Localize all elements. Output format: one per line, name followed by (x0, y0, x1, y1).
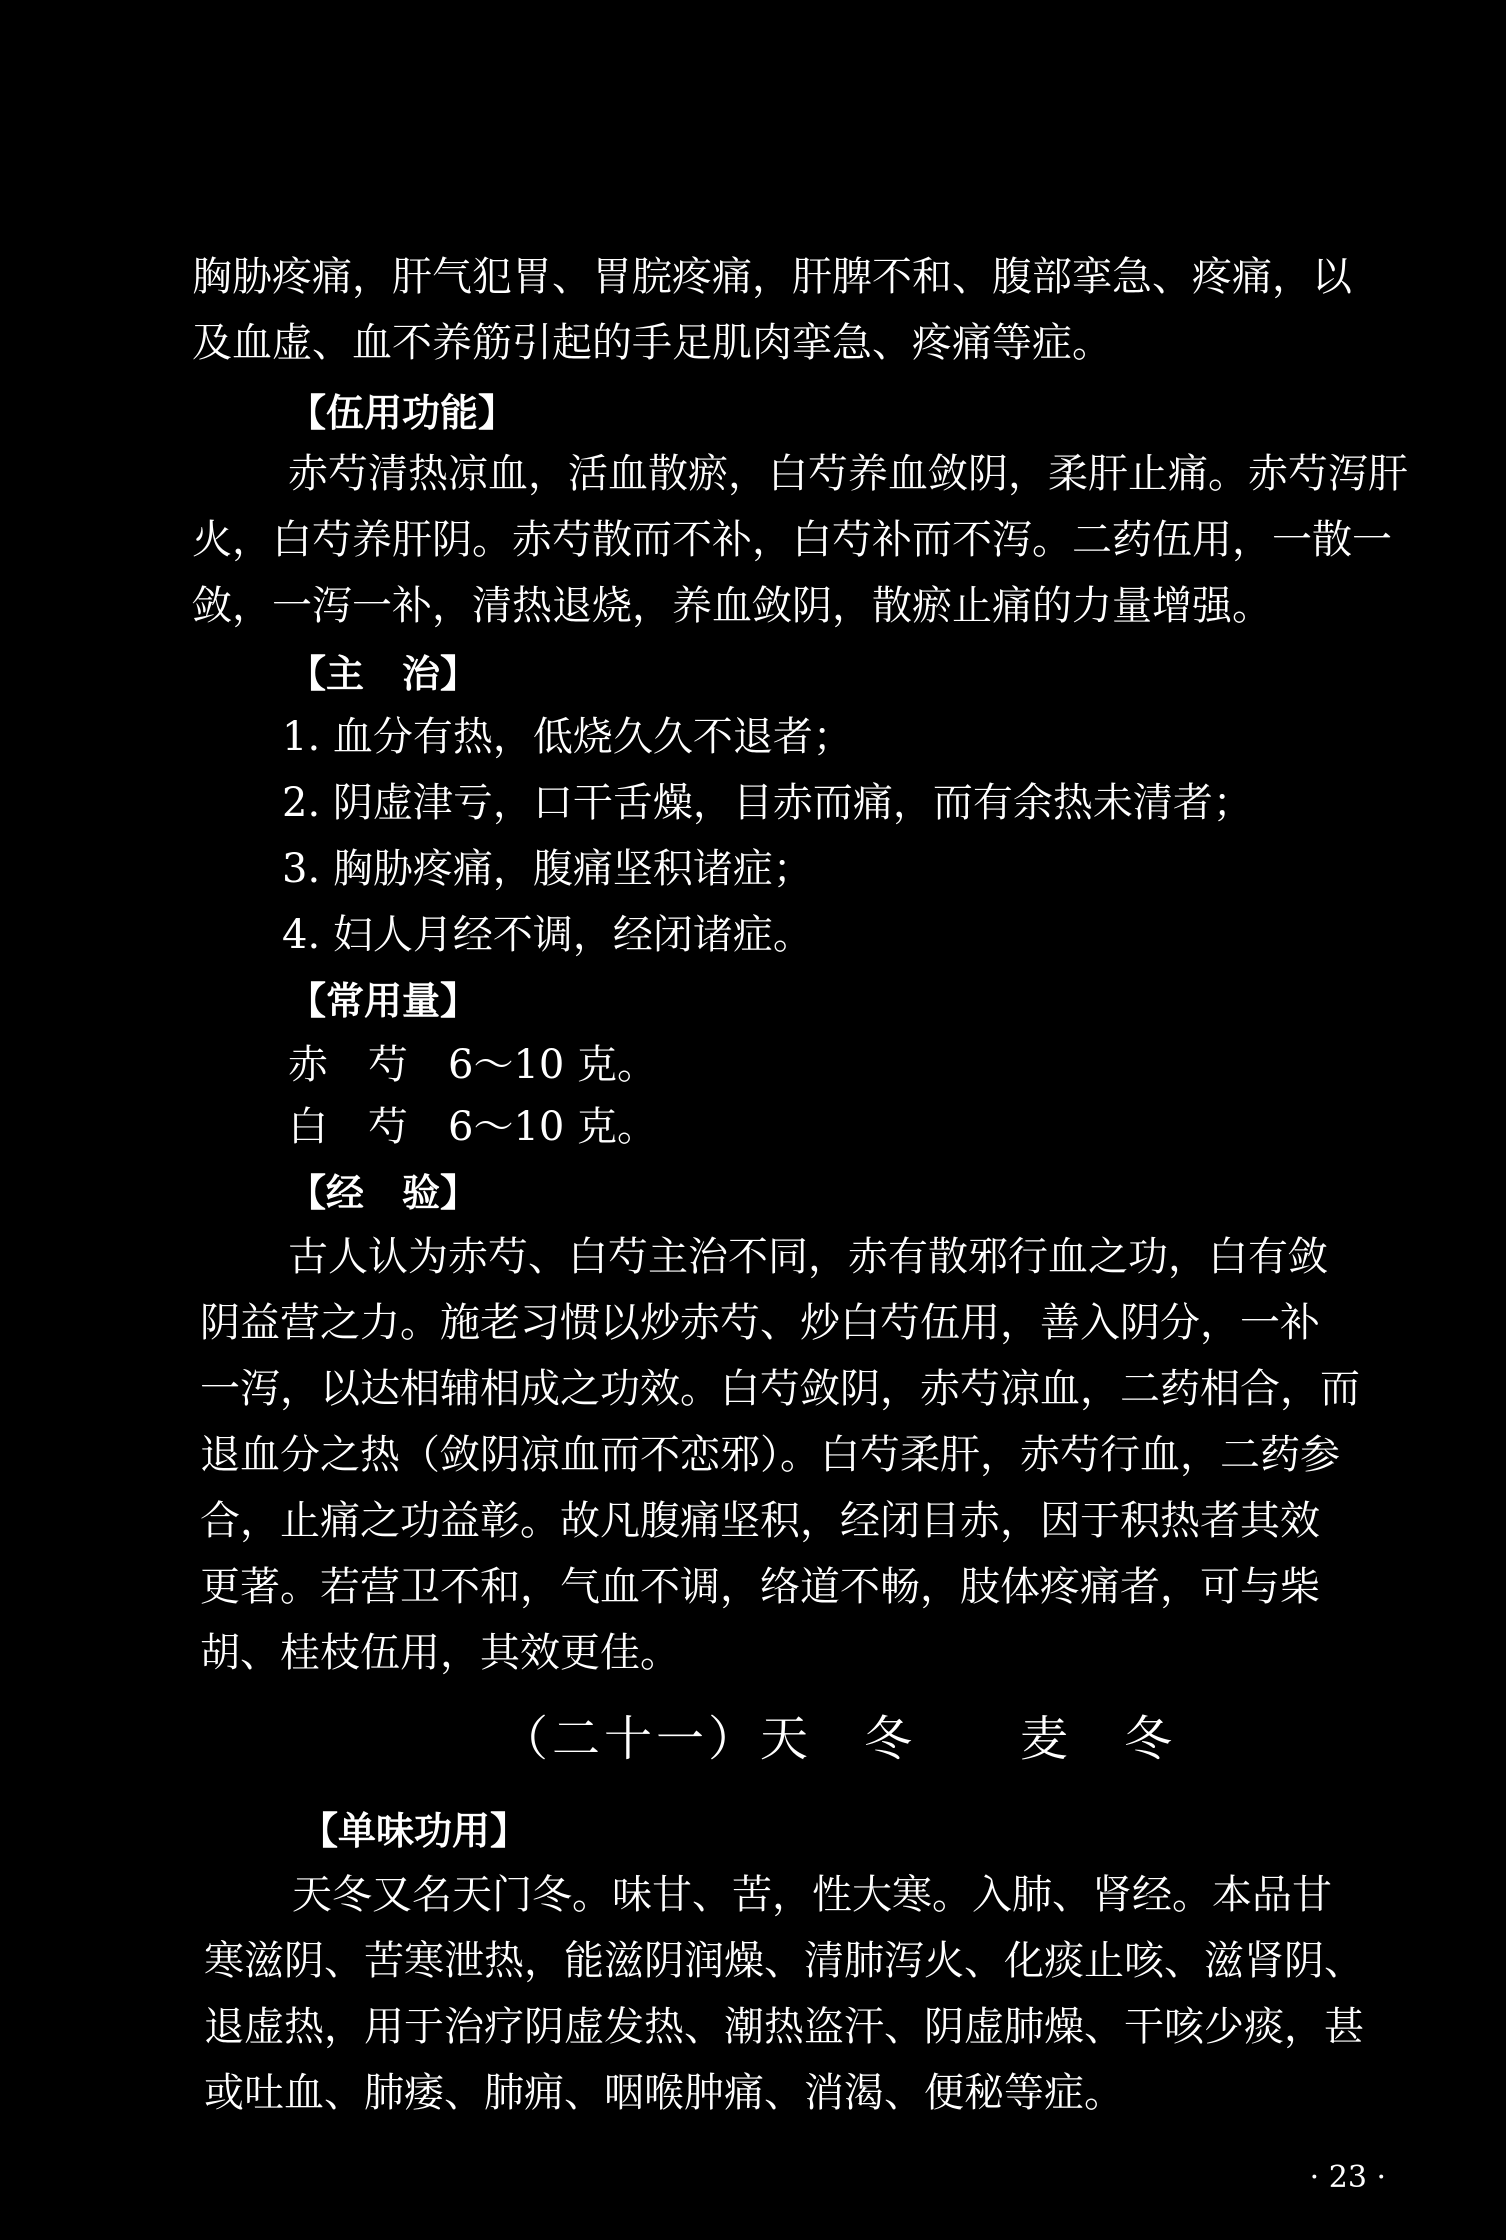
list-item: 4. 妇人月经不调，经闭诸症。 (282, 912, 813, 958)
body-line: 退虚热，用于治疗阴虚发热、潮热盗汗、阴虚肺燥、干咳少痰，甚 (204, 2004, 1364, 2050)
body-line: 火，白芍养肝阴。赤芍散而不补，白芍补而不泻。二药伍用，一散一 (192, 517, 1392, 563)
body-line: 寒滋阴、苦寒泄热，能滋阴润燥、清肺泻火、化痰止咳、滋肾阴、 (204, 1938, 1364, 1984)
list-item: 3. 胸胁疼痛，腹痛坚积诸症； (282, 846, 813, 892)
list-item: 1. 血分有热，低烧久久不退者； (282, 714, 853, 760)
body-line: 赤芍清热凉血，活血散瘀，白芍养血敛阴，柔肝止痛。赤芍泻肝 (288, 451, 1408, 497)
section-title: （二十一）天 冬 麦 冬 (500, 1711, 1177, 1767)
body-line: 敛，一泻一补，清热退烧，养血敛阴，散瘀止痛的力量增强。 (192, 583, 1272, 629)
body-line: 一泻，以达相辅相成之功效。白芍敛阴，赤芍凉血，二药相合，而 (200, 1366, 1360, 1412)
section-heading: 【经 验】 (288, 1171, 479, 1215)
body-line: 及血虚、血不养筋引起的手足肌肉挛急、疼痛等症。 (192, 320, 1112, 366)
list-item: 2. 阴虚津亏，口干舌燥，目赤而痛，而有余热未清者； (282, 780, 1253, 826)
section-heading: 【主 治】 (288, 652, 479, 696)
body-line: 古人认为赤芍、白芍主治不同，赤有散邪行血之功，白有敛 (288, 1234, 1328, 1280)
section-heading: 【伍用功能】 (288, 391, 517, 435)
body-line: 更著。若营卫不和，气血不调，络道不畅，肢体疼痛者，可与柴 (200, 1564, 1320, 1610)
body-line: 退血分之热（敛阴凉血而不恋邪）。白芍柔肝，赤芍行血，二药参 (200, 1432, 1340, 1478)
body-line: 天冬又名天门冬。味甘、苦，性大寒。入肺、肾经。本品甘 (292, 1872, 1332, 1918)
page-number: · 23 · (1309, 2160, 1386, 2195)
dosage-line: 赤 芍 6～10 克。 (288, 1042, 658, 1088)
body-line: 合，止痛之功益彰。故凡腹痛坚积，经闭目赤，因于积热者其效 (200, 1498, 1320, 1544)
dosage-line: 白 芍 6～10 克。 (288, 1104, 658, 1150)
section-heading: 【单味功用】 (300, 1809, 529, 1853)
section-heading: 【常用量】 (288, 979, 479, 1023)
body-line: 胡、桂枝伍用，其效更佳。 (200, 1630, 680, 1676)
body-line: 胸胁疼痛，肝气犯胃、胃脘疼痛，肝脾不和、腹部挛急、疼痛，以 (192, 254, 1352, 300)
body-line: 或吐血、肺痿、肺痈、咽喉肿痛、消渴、便秘等症。 (204, 2070, 1124, 2116)
body-line: 阴益营之力。施老习惯以炒赤芍、炒白芍伍用，善入阴分，一补 (200, 1300, 1320, 1346)
